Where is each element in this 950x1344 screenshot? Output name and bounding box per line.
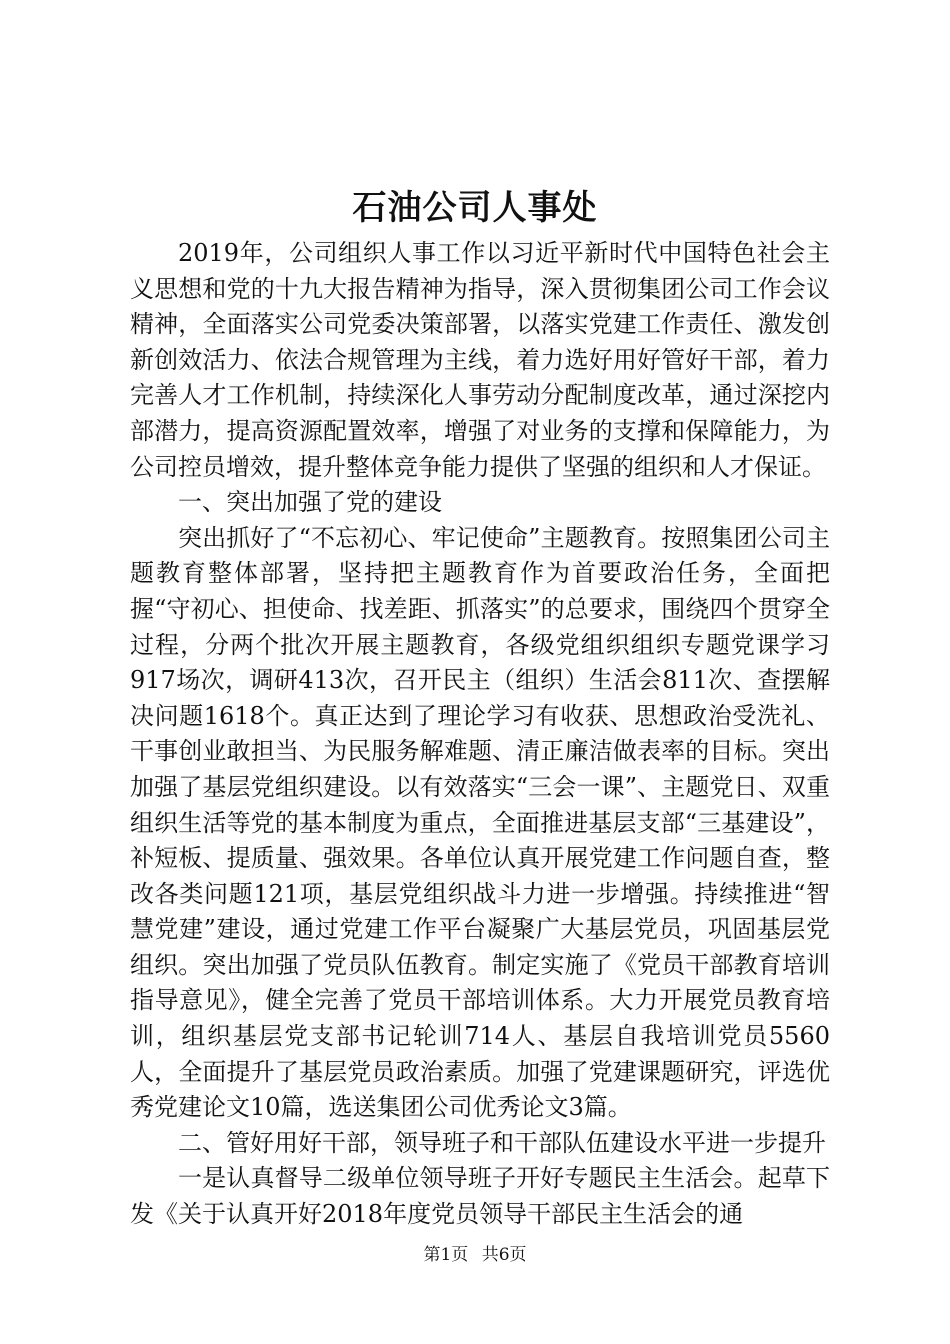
paragraph-intro: 2019年，公司组织人事工作以习近平新时代中国特色社会主义思想和党的十九大报告精神为指导，深入贯彻集团公司工作会议精神，全面落实公司党委决策部署，以落实党建工作责任、激发创新创效活力、依法合规管理为主线，着力选好用好管好干部，着力完善人才工作机制，持续深化人事劳动分配制度改革，通过深挖内部潜力，提高资源配置效率，增强了对业务的支撑和保障能力，为公司控员增效，提升整体竞争能力提供了坚强的组织和人才保证。 bbox=[130, 239, 830, 481]
page-total: 共6页 bbox=[481, 1245, 527, 1265]
page-footer bbox=[0, 1244, 950, 1266]
document-title: 石油公司人事处 bbox=[352, 188, 598, 228]
document-body bbox=[130, 236, 830, 1233]
page-number: 第1页 bbox=[423, 1245, 469, 1265]
section-heading-2: 二、管好用好干部，领导班子和干部队伍建设水平进一步提升 bbox=[178, 1128, 826, 1157]
paragraph-party-building: 突出抓好了“不忘初心、牢记使命”主题教育。按照集团公司主题教育整体部署，坚持把主题教育作为首要政治任务，全面把握“守初心、担使命、找差距、抓落实”的总要求，围绕四个贯穿全过程，分两个批次开展主题教育，各级党组织组织专题党课学习917场次，调研413次，召开民主（组织）生活会811次、查摆解决问题1618个。真正达到了理论学习有收获、思想政治受洗礼、干事创业敢担当、为民服务解难题、清正廉洁做表率的目标。突出加强了基层党组织建设。以有效落实“三会一课”、主题党日、双重组织生活等党的基本制度为重点，全面推进基层支部“三基建设”，补短板、提质量、强效果。各单位认真开展党建工作问题自查，整改各类问题121项，基层党组织战斗力进一步增强。持续推进“智慧党建”建设，通过党建工作平台凝聚广大基层党员，巩固基层党组织。突出加强了党员队伍教育。制定实施了《党员干部教育培训指导意见》，健全完善了党员干部培训体系。大力开展党员教育培训，组织基层党支部书记轮训714人、基层自我培训党员5560人，全面提升了基层党员政治素质。加强了党建课题研究，评选优秀党建论文10篇，选送集团公司优秀论文3篇。 bbox=[130, 523, 830, 1122]
section-heading-1: 一、突出加强了党的建设 bbox=[178, 488, 442, 517]
paragraph-cadre: 一是认真督导二级单位领导班子开好专题民主生活会。起草下发《关于认真开好2018年度党员领导干部民主生活会的通 bbox=[130, 1164, 830, 1229]
